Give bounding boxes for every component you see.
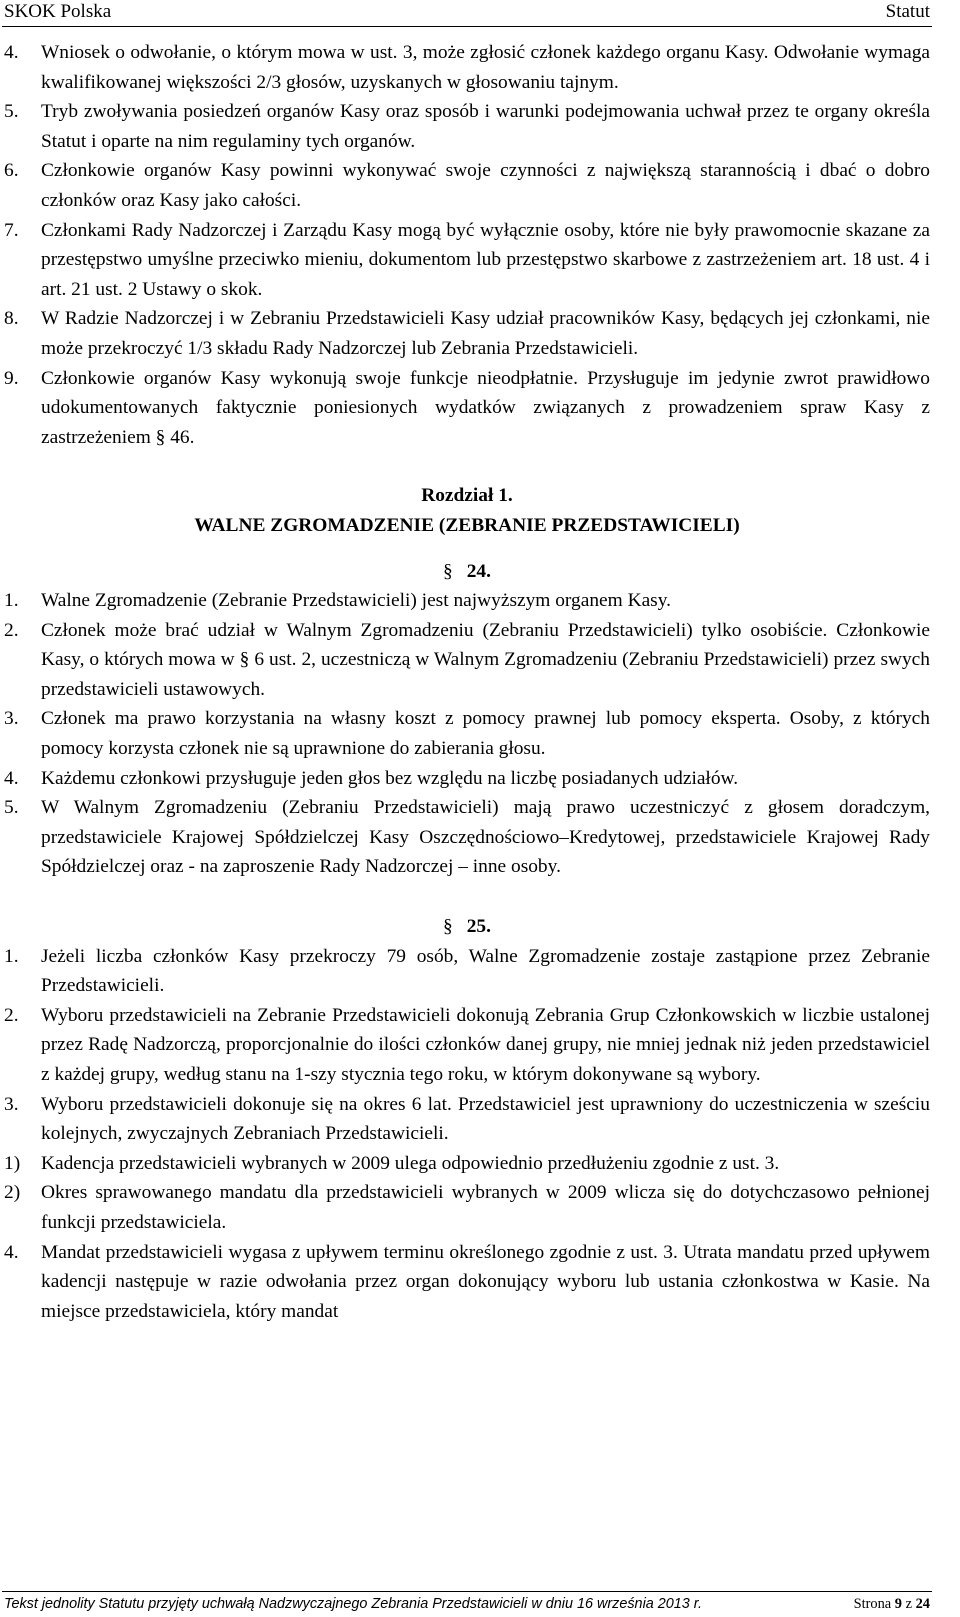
list-item [4, 156, 930, 215]
item-number: 5. [4, 797, 19, 819]
footer-divider [2, 1591, 932, 1592]
header-org: SKOK Polska [4, 1, 112, 22]
list-section-25 [4, 942, 930, 1327]
item-text: Okres sprawowanego mandatu dla przedstawicieli wybranych w 2009 wlicza się do dotychczasowo pełnionej funkcji przedstawiciela. [41, 1182, 930, 1233]
list-item [4, 616, 930, 705]
header-doc-title: Statut [885, 1, 930, 22]
spacer [4, 882, 930, 912]
item-text: Członkowie organów Kasy wykonują swoje funkcje nieodpłatnie. Przysługuje im jedynie zwrot prawidłowo udokumentowanych faktycznie poniesionych wydatków związanych z prowadzeniem spraw Kasy z zastrzeżeniem § 46. [41, 367, 930, 448]
list-item [4, 364, 930, 453]
document-body [4, 38, 930, 1326]
item-number: 1. [4, 945, 19, 967]
section-symbol: § [443, 560, 453, 582]
item-text: Każdemu członkowi przysługuje jeden głos bez względu na liczbę posiadanych udziałów. [41, 767, 739, 789]
list-item [4, 704, 930, 763]
item-number: 2. [4, 1004, 19, 1026]
page-indicator [854, 1593, 930, 1615]
section-symbol: § [443, 916, 453, 938]
item-number: 9. [4, 367, 19, 389]
item-text: Jeżeli liczba członków Kasy przekroczy 79 osób, Walne Zgromadzenie zostaje zastąpione przez Zebranie Przedstawicieli. [41, 945, 930, 997]
list-item [4, 1178, 930, 1237]
item-text: Członek ma prawo korzystania na własny koszt z pomocy prawnej lub pomocy eksperta. Osoby, z których pomocy korzysta członek nie są uprawnione do zabierania głosu. [41, 708, 930, 760]
item-number: 4. [4, 767, 19, 789]
list-item [4, 942, 930, 1001]
item-number: 8. [4, 308, 19, 330]
list-item [4, 97, 930, 156]
item-number: 2) [4, 1182, 21, 1204]
page-header [4, 0, 930, 26]
item-number: 5. [4, 101, 19, 123]
list-item [4, 1090, 930, 1149]
list-item [4, 764, 930, 794]
item-text: Tryb zwoływania posiedzeń organów Kasy oraz sposób i warunki podejmowania uchwał przez te organy określa Statut i oparte na nim regulaminy tych organów. [41, 101, 930, 152]
item-number: 3. [4, 1093, 19, 1115]
header-divider [2, 26, 932, 27]
list-item [4, 304, 930, 363]
item-text: Walne Zgromadzenie (Zebranie Przedstawicieli) jest najwyższym organem Kasy. [41, 590, 672, 612]
item-text: W Radzie Nadzorczej i w Zebraniu Przedstawicieli Kasy udział pracowników Kasy, będących jej członkami, nie może przekroczyć 1/3 składu Rady Nadzorczej lub Zebrania Przedstawicieli. [41, 308, 930, 359]
item-number: 4. [4, 1241, 19, 1263]
item-text: Wyboru przedstawicieli na Zebranie Przedstawicieli dokonują Zebrania Grup Członkowskich w liczbie ustalonej przez Radę Nadzorczą, proporcjonalnie do ilości członków danej grupy, nie mniej jednak niż jeden przedstawiciel z każdej grupy, według stanu na 1-szy stycznia tego roku, w którym dokonywane są wybory. [41, 1004, 930, 1085]
chapter-title: Rozdział 1. [421, 485, 513, 507]
list-section-24 [4, 586, 930, 882]
page-current: 9 [894, 1596, 902, 1612]
list-section-23 [4, 38, 930, 452]
list-item [4, 793, 930, 882]
item-number: 7. [4, 219, 19, 241]
list-item [4, 216, 930, 305]
page-total: 24 [915, 1596, 930, 1612]
section-25-heading [4, 912, 930, 942]
item-text: Wniosek o odwołanie, o którym mowa w ust. 3, może zgłosić członek każdego organu Kasy. Odwołanie wymaga kwalifikowanej większości 2/3 głosów, uzyskanych w głosowaniu tajnym. [41, 42, 930, 93]
list-item [4, 38, 930, 97]
page-label: Strona [853, 1596, 892, 1612]
item-number: 1. [4, 590, 19, 612]
item-text: Wyboru przedstawicieli dokonuje się na okres 6 lat. Przedstawiciel jest uprawniony do uczestniczenia w sześciu kolejnych, zwyczajnych Zebraniach Przedstawicieli. [41, 1093, 930, 1145]
page-footer [4, 1593, 930, 1615]
item-number: 3. [4, 708, 19, 730]
list-item [4, 1001, 930, 1090]
section-number: 24. [466, 560, 491, 582]
item-number: 6. [4, 160, 19, 182]
item-number: 4. [4, 42, 19, 63]
item-text: W Walnym Zgromadzeniu (Zebraniu Przedstawicieli) mają prawo uczestniczyć z głosem doradczym, przedstawiciele Krajowej Spółdzielczej Kasy Oszczędnościowo–Kredytowej, przedstawiciele Krajowej Rady Spółdzielczej oraz - na zaproszenie Rady Nadzorczej – inne osoby. [41, 797, 930, 878]
item-text: Członek może brać udział w Walnym Zgromadzeniu (Zebraniu Przedstawicieli) tylko osobiście. Członkowie Kasy, o których mowa w § 6 ust. 2, uczestniczą w Walnym Zgromadzeniu (Zebraniu Przedstawicieli) przez swych przedstawicieli ustawowych. [41, 619, 930, 700]
item-number: 1) [4, 1152, 21, 1174]
list-item [4, 586, 930, 616]
list-item [4, 1238, 930, 1327]
page-separator: z [905, 1596, 912, 1612]
item-text: Kadencja przedstawicieli wybranych w 2009 ulega odpowiednio przedłużeniu zgodnie z ust. 3. [41, 1152, 780, 1174]
list-item [4, 1149, 930, 1179]
item-text: Członkami Rady Nadzorczej i Zarządu Kasy mogą być wyłącznie osoby, które nie były prawomocnie skazane za przestępstwo umyślne przeciwko mieniu, dokumentom lub przestępstwo skarbowe z zastrzeżeniem art. 18 ust. 4 i art. 21 ust. 2 Ustawy o skok. [41, 219, 930, 300]
item-number: 2. [4, 619, 19, 641]
chapter-subtitle: WALNE ZGROMADZENIE (ZEBRANIE PRZEDSTAWICIELI) [194, 514, 740, 536]
item-text: Mandat przedstawicieli wygasa z upływem terminu określonego zgodnie z ust. 3. Utrata mandatu przed upływem kadencji następuje w razie odwołania przez organ dokonujący wyboru lub ustania członkostwa w Kasie. Na miejsce przedstawiciela, który mandat [41, 1241, 930, 1322]
section-24-heading [4, 557, 930, 587]
item-text: Członkowie organów Kasy powinni wykonywać swoje czynności z największą starannością i dbać o dobro członków oraz Kasy jako całości. [41, 160, 930, 211]
footer-note: Tekst jednolity Statutu przyjęty uchwałą Nadzwyczajnego Zebrania Przedstawicieli w dniu 16 września 2013 r. [4, 1596, 703, 1612]
section-number: 25. [466, 916, 491, 938]
